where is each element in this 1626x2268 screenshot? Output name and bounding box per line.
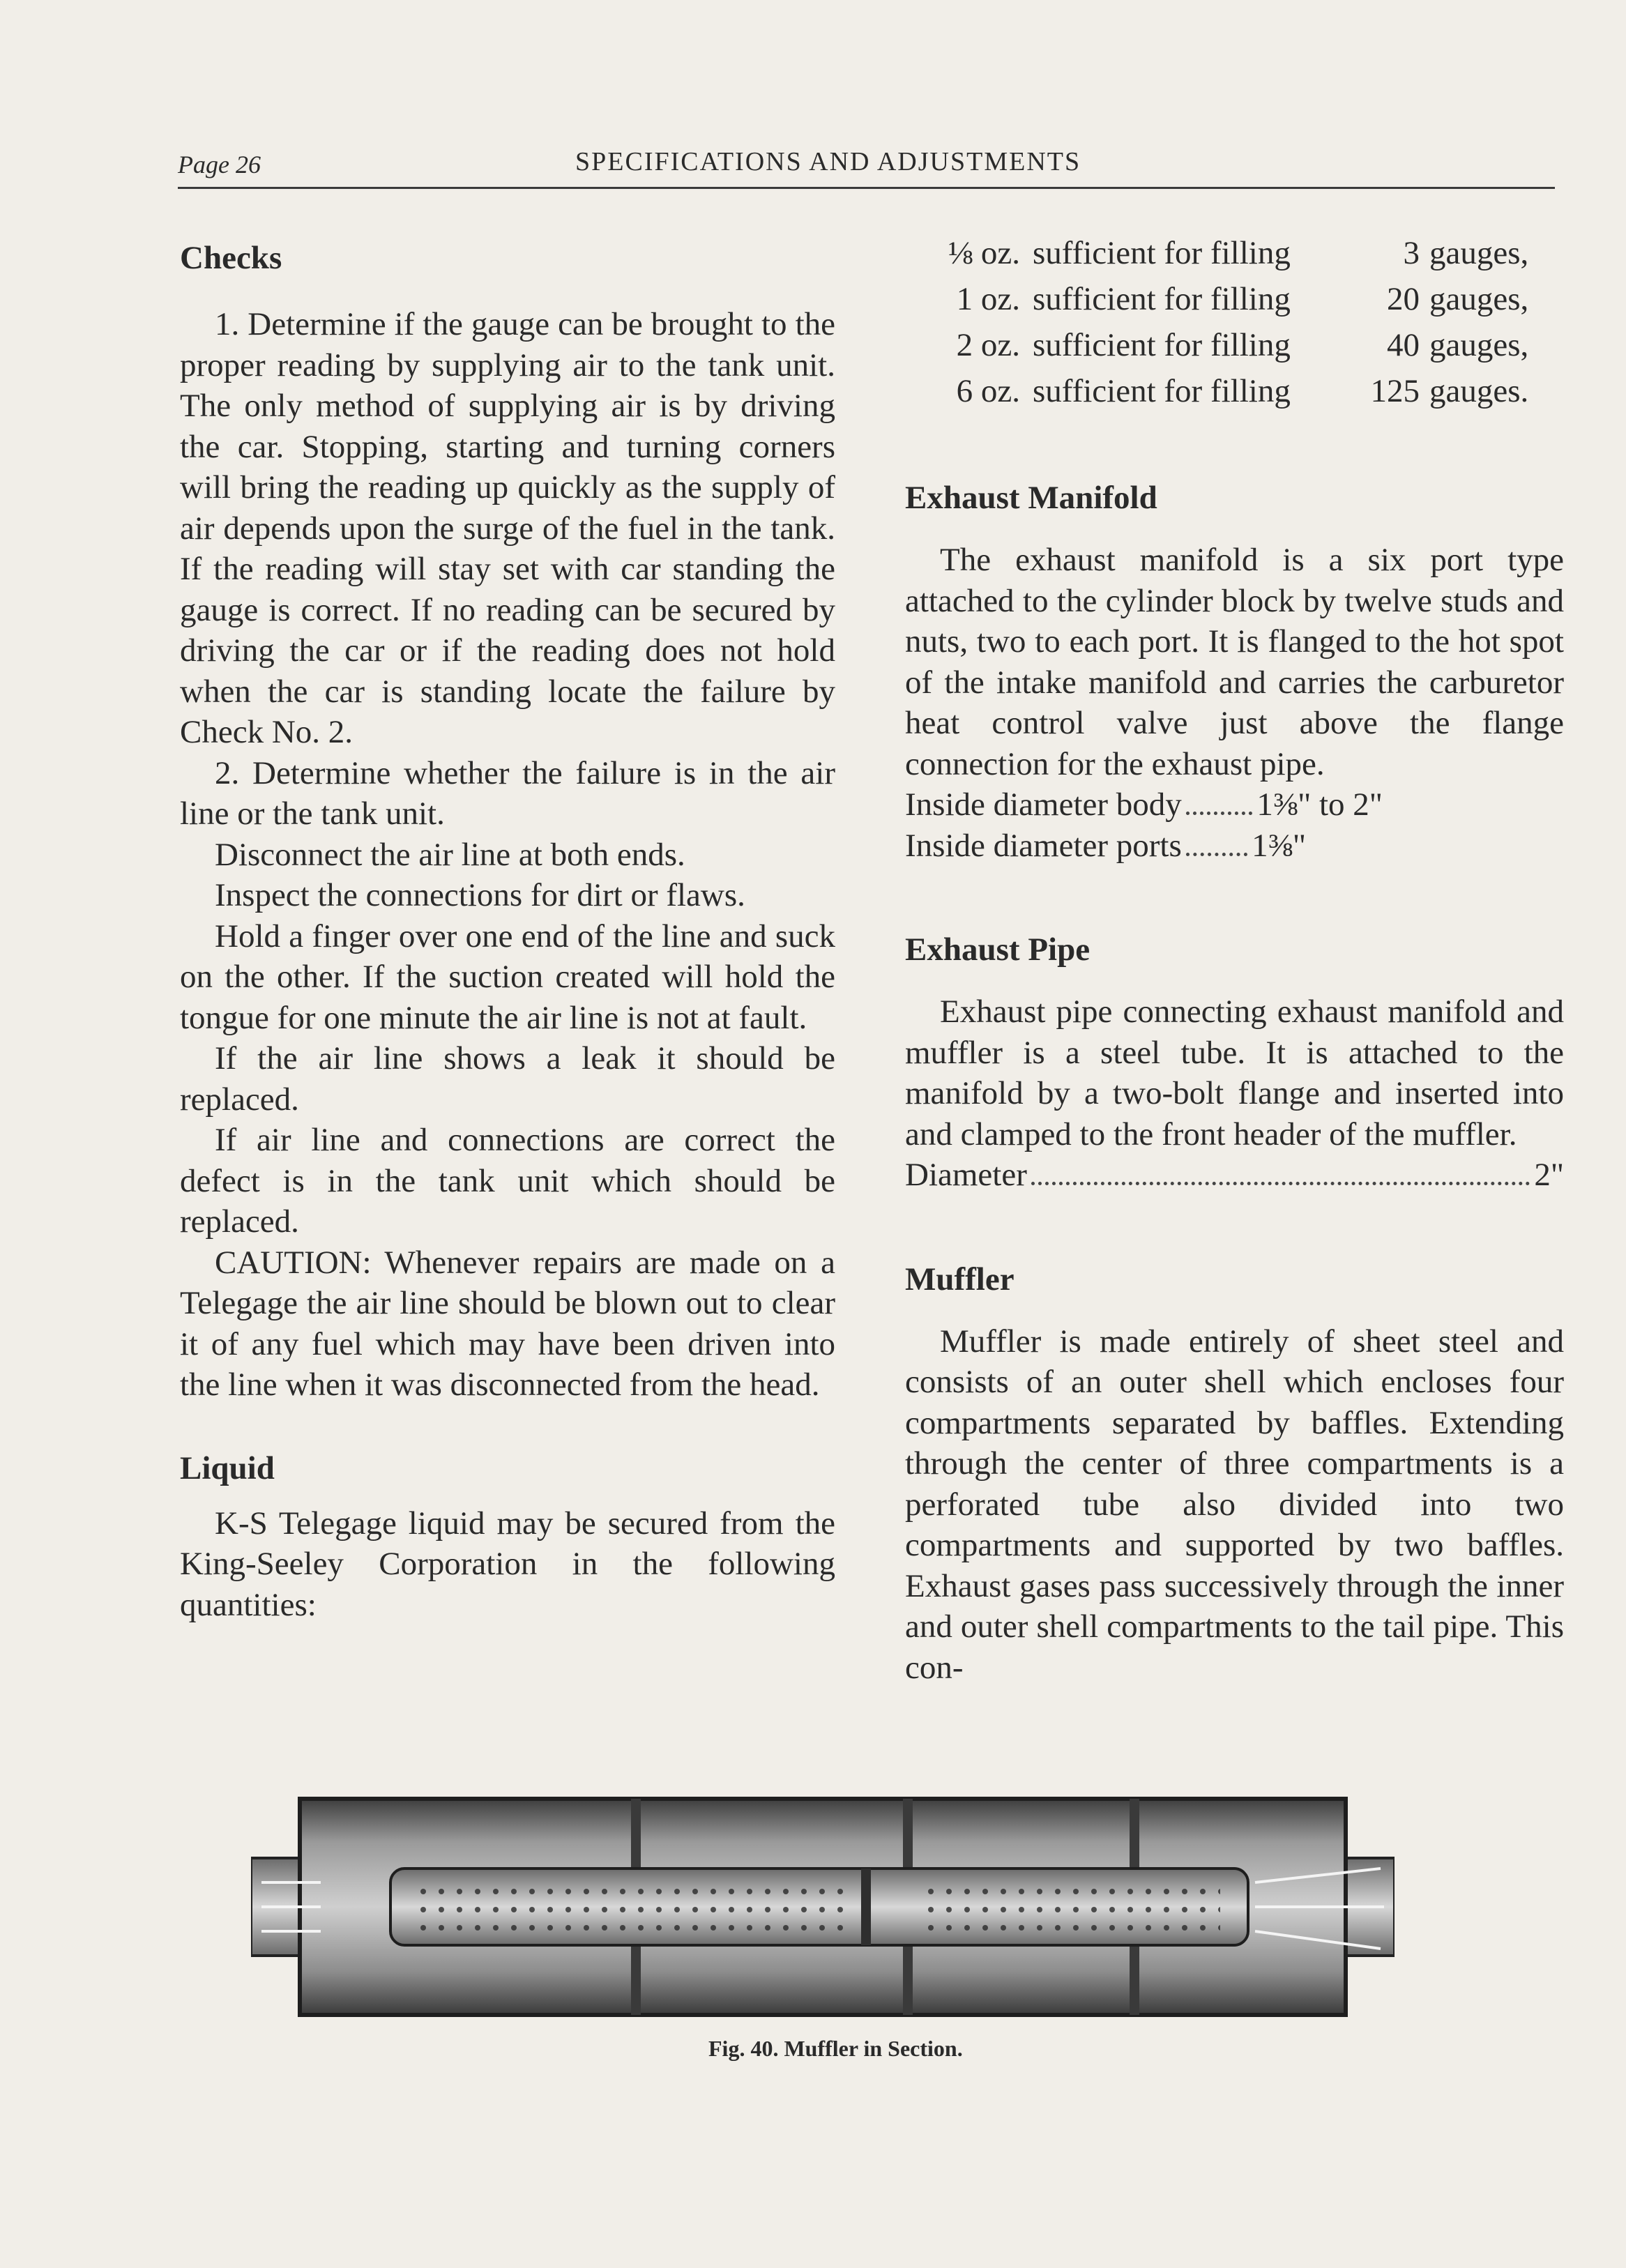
exhaust-manifold-paragraph: The exhaust manifold is a six port type attached to the cylinder block by twelve studs and nuts, two to each port. It is flanged to the hot spot of the intake manifold and carries the carburetor heat control valve just above the flange connection for the exhaust pipe. bbox=[905, 542, 1564, 782]
quantity-text: sufficient for filling bbox=[1033, 281, 1291, 317]
quantity-row bbox=[940, 322, 1564, 368]
spec-value: 1⅜" to 2" bbox=[1256, 786, 1383, 823]
leader-dots bbox=[1186, 812, 1253, 815]
header-rule bbox=[178, 187, 1555, 189]
running-title: SPECIFICATIONS AND ADJUSTMENTS bbox=[575, 147, 1081, 176]
leader-dots bbox=[1031, 1182, 1530, 1185]
spec-value: 2" bbox=[1534, 1157, 1564, 1193]
spec-row bbox=[905, 825, 1564, 867]
exhaust-pipe-heading: Exhaust Pipe bbox=[905, 931, 1091, 968]
quantity-count: 125 bbox=[1370, 373, 1420, 409]
left-column bbox=[180, 237, 835, 1625]
checks-paragraph-3: Disconnect the air line at both ends. bbox=[215, 836, 685, 873]
quantity-unit: gauges. bbox=[1429, 373, 1529, 409]
quantity-unit: gauges, bbox=[1429, 327, 1529, 363]
right-column bbox=[905, 230, 1564, 1688]
checks-paragraph-7: If air line and connections are correct the defect is in the tank unit which should be replaced. bbox=[180, 1122, 835, 1240]
quantity-unit: gauges, bbox=[1429, 281, 1529, 317]
checks-paragraph-5: Hold a finger over one end of the line and suck on the other. If the suction created will hold the tongue for one minute the air line is not at fault. bbox=[180, 918, 835, 1036]
caution-paragraph: CAUTION: Whenever repairs are made on a Telegage the air line should be blown out to clear it of any fuel which may have been driven into the line when it was disconnected from the head. bbox=[180, 1244, 835, 1403]
quantity-count: 40 bbox=[1387, 327, 1420, 363]
quantity-count: 20 bbox=[1387, 281, 1420, 317]
liquid-paragraph: K-S Telegage liquid may be secured from the King-Seeley Corporation in the following quantities: bbox=[180, 1505, 835, 1623]
quantity-row bbox=[940, 230, 1564, 276]
quantity-unit: gauges, bbox=[1429, 235, 1529, 271]
checks-paragraph-6: If the air line shows a leak it should be replaced. bbox=[180, 1040, 835, 1118]
checks-heading: Checks bbox=[180, 240, 282, 276]
exhaust-pipe-paragraph: Exhaust pipe connecting exhaust manifold and muffler is a steel tube. It is attached to the manifold by a two-bolt flange and inserted into and clamped to the front header of the muffler. bbox=[905, 994, 1564, 1152]
checks-paragraph-4: Inspect the connections for dirt or flaws. bbox=[215, 877, 745, 913]
spec-row bbox=[905, 1155, 1564, 1196]
quantity-row bbox=[940, 368, 1564, 414]
quantity-text: sufficient for filling bbox=[1033, 327, 1291, 363]
muffler-heading: Muffler bbox=[905, 1261, 1015, 1297]
liquid-quantity-table bbox=[940, 230, 1564, 414]
page-number: Page 26 bbox=[178, 151, 261, 178]
checks-paragraph-2: 2. Determine whether the failure is in the air line or the tank unit. bbox=[180, 754, 835, 832]
muffler-section-illustration bbox=[251, 1792, 1395, 2022]
exhaust-manifold-heading: Exhaust Manifold bbox=[905, 480, 1157, 516]
leader-dots bbox=[1186, 853, 1247, 856]
spec-row bbox=[905, 784, 1564, 825]
figure-caption: Fig. 40. Muffler in Section. bbox=[708, 2036, 963, 2061]
quantity-row bbox=[940, 276, 1564, 322]
quantity-text: sufficient for filling bbox=[1033, 235, 1291, 271]
checks-paragraph-1: 1. Determine if the gauge can be brought to the proper reading by supplying air to the tank unit. The only method of supplying air is by driving the car. Stopping, starting and turning corners will bring the reading up quickly as the supply of air depends upon the surge of the fuel in the tank. If the reading will stay set with car standing the gauge is correct. If no reading can be secured by driving the car or if the reading does not hold when the car is standing locate the failure by Check No. 2. bbox=[180, 306, 835, 750]
quantity-amount: ⅛ oz. bbox=[948, 235, 1020, 271]
spec-label: Diameter bbox=[905, 1157, 1027, 1193]
quantity-amount: 1 oz. bbox=[956, 281, 1020, 317]
quantity-text: sufficient for filling bbox=[1033, 373, 1291, 409]
muffler-paragraph: Muffler is made entirely of sheet steel and consists of an outer shell which encloses four compartments separated by baffles. Extending through the center of three compartments is a perforated tube also divided into two compartments and supported by two baffles. Exhaust gases pass successively through the inner and outer shell compartments to the tail pipe. This con- bbox=[905, 1323, 1564, 1686]
spec-label: Inside diameter ports bbox=[905, 827, 1182, 864]
spec-value: 1⅜" bbox=[1252, 827, 1306, 864]
spec-label: Inside diameter body bbox=[905, 786, 1182, 823]
quantity-amount: 2 oz. bbox=[956, 327, 1020, 363]
quantity-amount: 6 oz. bbox=[956, 373, 1020, 409]
page-header bbox=[178, 143, 1555, 192]
liquid-heading: Liquid bbox=[180, 1449, 275, 1486]
quantity-count: 3 bbox=[1403, 235, 1420, 271]
